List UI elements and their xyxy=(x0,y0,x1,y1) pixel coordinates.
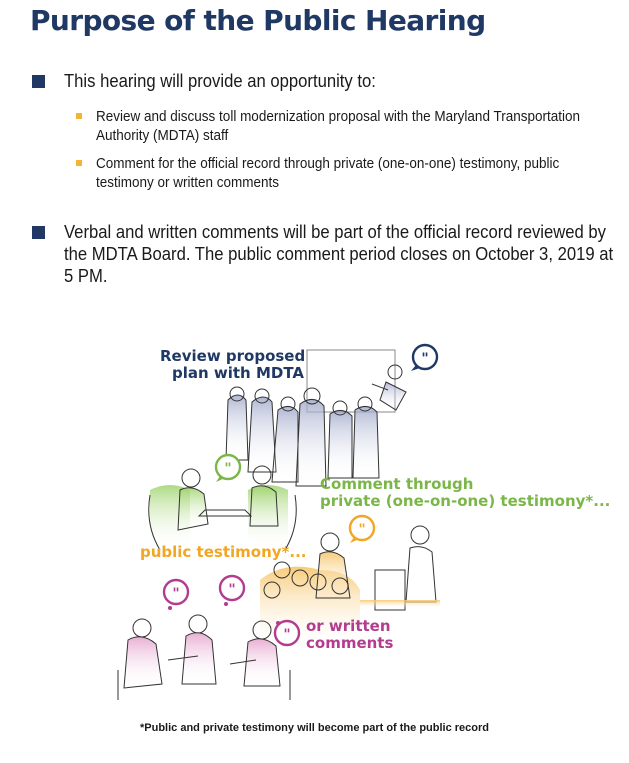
subitem-2-text: Comment for the official record through private (one-on-one) testimony, public testimony or written comments xyxy=(96,155,560,191)
written-label-line2: comments xyxy=(306,634,394,652)
private-label-line2: private (one-on-one) testimony*... xyxy=(320,492,611,510)
svg-text:": " xyxy=(228,582,236,598)
written-label-line1: or written xyxy=(306,617,391,635)
subitem-square-icon xyxy=(76,113,82,119)
subitem-1-text: Review and discuss toll modernization proposal with the Maryland Transportation Authority (MDTA) staff xyxy=(96,108,581,144)
review-quote-bubble-icon xyxy=(411,345,437,371)
review-label xyxy=(160,348,304,382)
subitem-square-icon xyxy=(76,160,82,166)
bullet-square-icon xyxy=(32,75,45,88)
bullet-square-icon xyxy=(32,226,45,239)
written-quote-bubble-icon xyxy=(220,576,244,606)
hearing-illustration xyxy=(0,330,629,715)
footnote: *Public and private testimony will become part of the public record xyxy=(139,722,489,734)
svg-text:": " xyxy=(224,461,232,477)
private-quote-bubble-icon xyxy=(216,455,240,482)
svg-text:": " xyxy=(172,586,180,602)
svg-text:": " xyxy=(283,627,291,643)
public-label xyxy=(140,544,306,561)
written-label xyxy=(306,618,393,652)
page-title: Purpose of the Public Hearing xyxy=(30,4,486,37)
public-label-text: public testimony*... xyxy=(140,543,307,561)
public-quote-bubble-icon xyxy=(350,516,374,543)
review-label-line1: Review proposed xyxy=(160,347,306,365)
bullet-2-text: Verbal and written comments will be part of the official record reviewed by the MDTA Board. The public comment period closes on October 3, 2019 at 5 PM. xyxy=(64,221,614,286)
svg-text:": " xyxy=(421,351,429,367)
bullet-1-text: This hearing will provide an opportunity to: xyxy=(64,70,376,91)
written-quote-bubble-icon xyxy=(164,580,188,610)
written-quote-bubble-icon xyxy=(275,621,299,645)
private-label xyxy=(320,476,610,510)
review-label-line2: plan with MDTA xyxy=(171,364,304,382)
illustration-drawing xyxy=(0,330,629,715)
svg-text:": " xyxy=(358,522,366,538)
private-label-line1: Comment through xyxy=(320,475,474,493)
